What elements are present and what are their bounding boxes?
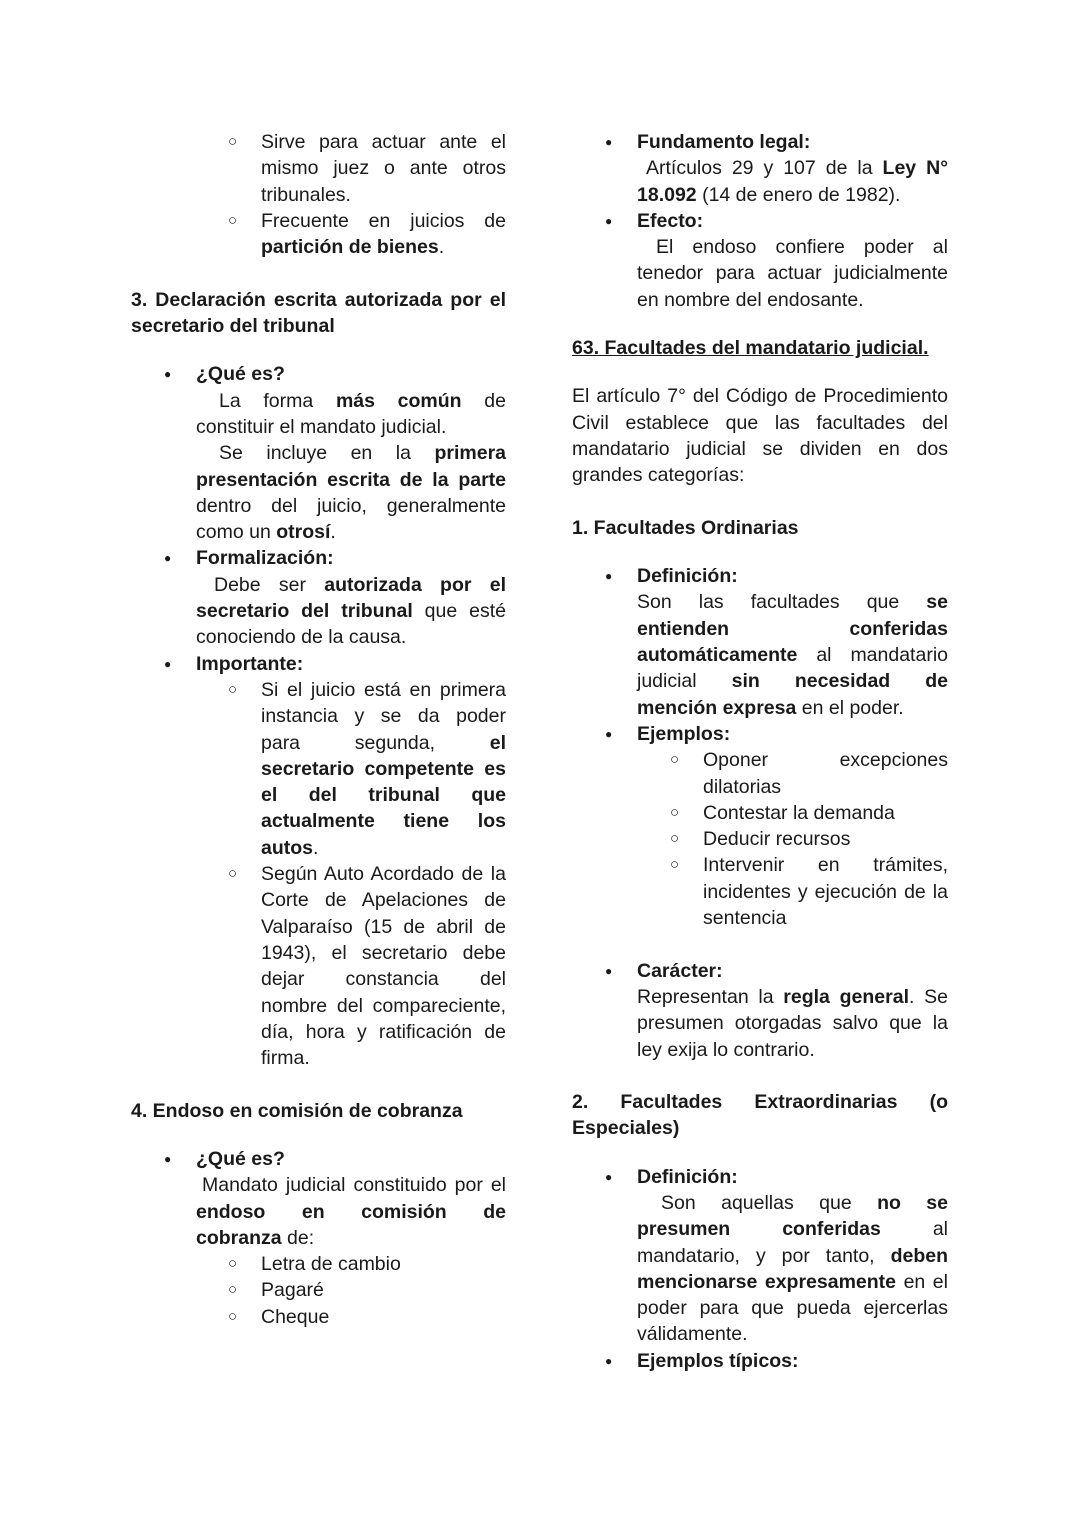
bullet-icon: ● — [605, 569, 613, 584]
list-item-definicion: ● Definición: Son las facultades que se entienden conferidas automáticamente al mandatario judicial sin necesidad de mención expresa en el poder. — [605, 565, 948, 719]
sub-item: ○ Pagaré — [261, 1277, 506, 1303]
hollow-bullet-icon: ○ — [670, 856, 680, 874]
list-item-definicion: ● Definición: Son aquellas que no se presumen conferidas al mandatario, y por tanto, deben mencionarse expresamente en el poder para que pueda ejercerlas válidamente. — [605, 1165, 948, 1346]
hollow-bullet-icon: ○ — [228, 1307, 238, 1325]
sub-item: ○ Sirve para actuar ante el mismo juez o ante otros tribunales. — [228, 131, 506, 206]
sub-item: ○ Frecuente en juicios de partición de bienes. — [228, 209, 506, 259]
bullet-icon: ● — [605, 1169, 613, 1184]
hollow-bullet-icon: ○ — [228, 133, 238, 150]
bullet-icon: ● — [164, 656, 172, 671]
bullet-icon: ● — [605, 963, 613, 978]
sub-item: ○ Intervenir en trámites, incidentes y ejecución de la sentencia — [670, 854, 948, 930]
bullet-icon: ● — [164, 367, 172, 382]
section-3-heading: 3. Declaración escrita autorizada por el secretario del tribunal — [131, 288, 506, 338]
sub-item: ○ Cheque — [261, 1304, 506, 1330]
bullet-icon: ● — [605, 726, 613, 741]
bullet-icon: ● — [605, 135, 613, 149]
hollow-bullet-icon: ○ — [228, 1255, 238, 1273]
hollow-bullet-icon: ○ — [228, 865, 238, 883]
hollow-bullet-icon: ○ — [670, 751, 680, 769]
list-item-que-es: ● ¿Qué es? Mandato judicial constituido por el endoso en comisión de cobranza de: — [164, 1147, 506, 1249]
sub-item: ○ Según Auto Acordado de la Corte de Apelaciones de Valparaíso (15 de abril de 1943), el secretario debe dejar constancia del nombre del compareciente, día, hora y ratificación de firma. — [228, 863, 506, 1070]
ordinarias-heading: 1. Facultades Ordinarias — [572, 516, 799, 539]
list-item-fundamento: ● Fundamento legal: Artículos 29 y 107 de la Ley N° 18.092 (14 de enero de 1982). — [605, 131, 948, 206]
sub-item: ○ Deducir recursos — [703, 826, 948, 852]
list-item-efecto: ● Efecto: El endoso confiere poder al tenedor para actuar judicialmente en nombre del endosante. — [605, 209, 948, 311]
section-4-heading: 4. Endoso en comisión de cobranza — [131, 1099, 463, 1122]
list-item-caracter: ● Carácter: Representan la regla general. Se presumen otorgadas salvo que la ley exija lo contrario. — [605, 959, 948, 1061]
sub-item: ○ Oponer excepciones dilatorias — [670, 749, 948, 798]
section-63-intro: El artículo 7° del Código de Procedimiento Civil establece que las facultades del mandatario judicial se dividen en dos grandes categorías: — [572, 385, 948, 487]
hollow-bullet-icon: ○ — [228, 211, 238, 229]
list-item-ejemplos: ● Ejemplos: — [637, 721, 948, 747]
sub-item: ○ Si el juicio está en primera instancia y se da poder para segunda, el secretario competente es el del tribunal que actualmente tiene los autos. — [228, 678, 506, 859]
bullet-icon: ● — [164, 551, 172, 566]
left-column — [131, 129, 506, 1330]
hollow-bullet-icon: ○ — [670, 830, 680, 848]
hollow-bullet-icon: ○ — [228, 680, 238, 698]
extraordinarias-heading: 2. Facultades Extraordinarias (o Especiales) — [572, 1091, 948, 1140]
bullet-icon: ● — [605, 1353, 613, 1368]
list-item-que-es: ● ¿Qué es? La forma más común de constituir el mandato judicial. Se incluye en la primera presentación escrita de la parte dentro del juicio, generalmente como un otrosí. — [164, 363, 507, 544]
hollow-bullet-icon: ○ — [228, 1281, 238, 1299]
list-item-ejemplos-tipicos: ● Ejemplos típicos: — [637, 1348, 948, 1374]
list-item-formalizacion: ● Formalización: Debe ser autorizada por el secretario del tribunal que esté conociendo de la causa. — [164, 547, 507, 649]
list-item-importante: ● Importante: — [196, 651, 506, 677]
bullet-icon: ● — [164, 1151, 172, 1166]
hollow-bullet-icon: ○ — [670, 803, 680, 821]
right-column — [572, 129, 948, 1374]
sub-item: ○ Letra de cambio — [261, 1251, 506, 1277]
section-63-heading: 63. Facultades del mandatario judicial. — [572, 337, 929, 360]
bullet-icon: ● — [605, 213, 613, 228]
sub-item: ○ Contestar la demanda — [703, 800, 948, 826]
